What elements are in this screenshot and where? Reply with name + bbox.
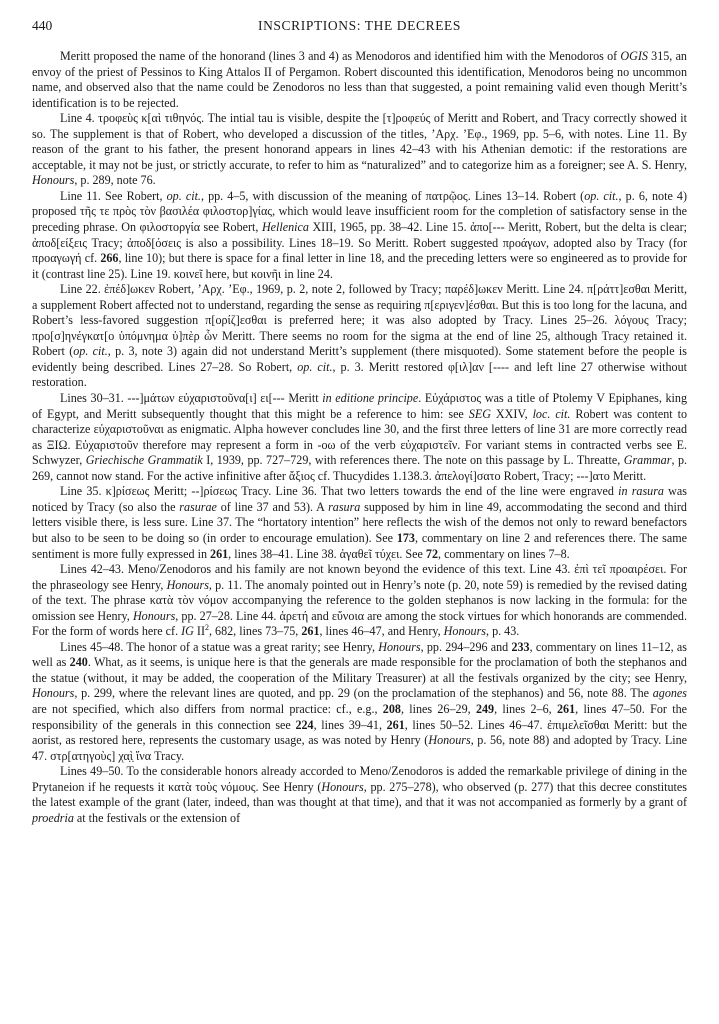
- text-run: of line 37 and 53). A: [216, 499, 329, 514]
- bold-reference: 261: [556, 701, 576, 716]
- text-run: at the festivals or the extension of: [73, 810, 241, 825]
- italic-text: OGIS: [620, 49, 648, 63]
- text-run: , p. 269, cannot now stand. For the active infinitive after ἄξιος cf. Thucydides 1.138.3. ἀπελογί]σατο Robert, Tracy; ---]ατο Meritt.: [32, 453, 688, 483]
- text-run: , pp. 294–296 and: [420, 639, 512, 654]
- text-run: , commentary on lines 11–12, as well as: [32, 639, 687, 670]
- text-run: Robert was content to characterize εὐχαριστοῦναι as enigmatic. Alpha however concludes line 30, and the first three letters of line 31 are more correctly read as ΞΙΩ. Εὐχαριστοῦν therefore may represent a form in -οω of the verb εὐχαριστεῖν. For variant stems in contracted verbs see E. Schwyzer,: [32, 406, 687, 468]
- text-run: , lines 39–41,: [313, 717, 387, 732]
- superscript: 2: [204, 623, 209, 633]
- text-run: Line 35. κ]ρίσεως Meritt; --]ρίσεως Tracy. Line 36. That two letters towards the end of the line were engraved: [60, 484, 619, 499]
- text-run: . Εὐχάριστος was a title of Ptolemy V Epiphanes, king of Egypt, and Meritt subsequently thought that this might be a reference to him: see: [32, 391, 687, 421]
- italic-text: Griechische Grammatik: [85, 453, 203, 468]
- italic-text: op. cit.: [297, 359, 333, 374]
- text-run: Lines 45–48. The honor of a statue was a great rarity; see Henry,: [60, 639, 379, 654]
- bold-reference: 261: [210, 546, 229, 561]
- italic-text: proedria: [32, 810, 74, 825]
- text-run: , lines 47–50. For the responsibility of the generals in this connection see: [32, 701, 687, 732]
- text-run: Lines 42–43. Meno/Zenodoros and his family are not known beyond the evidence of this text. Line 43. ἐπὶ τεῖ προαιρέσει. For the phraseology see Henry,: [32, 562, 687, 592]
- paragraph-8: [32, 640, 687, 764]
- italic-text: Honours: [32, 173, 75, 188]
- paragraph-6: [32, 484, 687, 562]
- text-run: , pp. 275–278), who observed (p. 277) that this decree constitutes the latest example of the grant (later, indeed, than was thought at that time), and that it was not accompanied as formerly by a grant of: [32, 779, 687, 810]
- bold-reference: 266: [100, 251, 119, 266]
- text-run: 315, an envoy of the priest of Pessinos to King Attalos II of Pergamon. Robert discounted this identification, Menodoros being no uncommon name, and observed also that the name could be Zenodoros no less than that suggested, a point remaining valid even though Meritt’s identification is to be rejected.: [32, 49, 687, 110]
- italic-text: Honours: [443, 624, 487, 639]
- text-run: Line 22. ἐπέδ]ωκεν Robert, ’Αρχ. ’Εφ., 1969, p. 2, note 2, followed by Tracy; παρέδ]ωκεν Meritt. Line 24. π[ράττ]εσθαι Meritt, a supplement Robert affected not to understand, regarding the sense as requiring π[εριγεν]έσθαι. But this is too long for the lacuna, and Robert’s less-favored suggestion π[ορίζ]εσθαι is preferred here; it was also adopted by Tracy. Lines 25–26. λόγους Tracy; προ[σ]ηνέγκατ[ο ὑπόμνημα ὑ]πὲρ ὧν Meritt. There seems no room for the sigma at the end of line 25, although Tracy retained it. Robert (: [32, 282, 687, 359]
- italic-text: Grammar: [623, 453, 672, 468]
- paragraph-3: [32, 189, 687, 282]
- text-run: , commentary on line 2 and references there. The same sentiment is more fully expressed in: [32, 530, 687, 561]
- bold-reference: 240: [69, 655, 88, 670]
- text-run: , 682, lines 73–75,: [208, 624, 302, 639]
- page-number: 440: [32, 18, 53, 33]
- text-run: , pp. 27–28. Line 44. ἀρετή and εὔνοια are among the stock virtues for which honorands are commended. For the form of words here cf.: [32, 608, 688, 639]
- italic-text: agones: [652, 686, 687, 701]
- text-run: was noticed by Tracy (so also the: [32, 484, 687, 514]
- text-run: , lines 46–47, and Henry,: [319, 624, 444, 639]
- running-head: INSCRIPTIONS: THE DECREES: [257, 18, 462, 33]
- bold-reference: 72: [425, 546, 439, 561]
- italic-text: in editione principe: [322, 391, 419, 406]
- commentary-body: [32, 49, 687, 826]
- italic-text: Hellenica: [261, 220, 309, 235]
- text-run: . What, as it seems, is unique here is that the generals are made responsible for the proclamation of both the stephanos and the statue (without, it may be added, the cooperation of the Military Treasurer) at all the festivals organized by the city; see Henry,: [32, 655, 687, 685]
- text-run: , p. 3. Meritt restored φ[ιλ]αν [---- and left line 27 otherwise without restoration.: [32, 359, 687, 390]
- paragraph-9: [32, 764, 687, 826]
- bold-reference: 173: [396, 530, 415, 545]
- text-run: , line 10); but there is space for a final letter in line 18, and the preceding letters were so engineered as to provide for it (contrast line 25). Line 19. κοινεῖ here, but κοινῆι in line 24.: [32, 251, 687, 281]
- italic-text: op. cit.: [166, 188, 201, 203]
- text-run: , p. 299, where the relevant lines are quoted, and pp. 29 (on the proclamation of the stephanos) and 56, note 88. The: [74, 686, 653, 701]
- text-run: Line 11. See Robert,: [60, 188, 167, 203]
- italic-text: op. cit.: [584, 188, 619, 203]
- text-run: , lines 2–6,: [494, 701, 557, 716]
- text-run: Lines 49–50. To the considerable honors already accorded to Meno/Zenodoros is added the remarkable privilege of dining in the Prytaneion if he requests it κατὰ τοὺς νόμους. See Henry (: [32, 764, 687, 794]
- text-run: , commentary on lines 7–8.: [438, 546, 570, 561]
- italic-text: rasura: [328, 499, 361, 514]
- text-run: , lines 50–52. Lines 46–47. ἐπιμελεῖσθαι Meritt: but the aorist, as restored here, represents the customary usage, as was noted by Henry (: [32, 717, 687, 748]
- text-run: are not specified, which also differs from normal practice: cf., e.g.,: [32, 701, 383, 716]
- text-run: XIII, 1965, pp. 38–42. Line 15. ἀπο[--- Meritt, Robert, but the delta is clear; ἀποδ[είξεις Tracy; ἀποδ[όσεις is also a possibility. Lines 18–19. So Meritt. Robert suggested προάγων, adopted also by Tracy (for προαγωγή cf.: [32, 220, 687, 266]
- text-run: Lines 30–31. ---]μάτων εὐχαριστοῦνα[ι] ει[--- Meritt: [60, 391, 323, 406]
- page-header: [32, 16, 687, 38]
- text-run: , lines 26–29,: [400, 701, 476, 716]
- bold-reference: 224: [295, 717, 314, 732]
- italic-text: op. cit.: [73, 344, 108, 359]
- italic-text: loc. cit.: [532, 406, 571, 421]
- text-run: XXIV,: [490, 406, 533, 421]
- text-run: , pp. 4–5, with discussion of the meaning of πατρῷος. Lines 13–14. Robert (: [200, 188, 585, 203]
- italic-text: Honours: [166, 577, 209, 592]
- text-run: , p. 289, note 76.: [74, 173, 156, 188]
- text-run: , p. 3, note 3) again did not understand Meritt’s supplement (there misquoted). Some statement before the people is evidently being described. Lines 27–28. So Robert,: [32, 344, 687, 374]
- text-run: , p. 43.: [486, 624, 520, 639]
- text-run: , p. 6, note 4) proposed τῆς τε πρὸς τὸν βασιλέα φιλοστορ]γίας, which would leave insufficient room for the completion of satisfactory sense in the preceding phrase. On φιλοστοργία see Robert,: [32, 188, 687, 235]
- paragraph-4: [32, 282, 687, 391]
- text-run: supposed by him in line 49, accommodating the second and third letters visible there, is less sure. Line 37. The “hortatory intention” here reflects the wish of the demos not only to reward benefactors but also to be seen to be doing so (in order to encourage emulation). See: [32, 499, 687, 545]
- italic-text: Honours: [428, 733, 471, 748]
- text-run: , p. 56, note 88) and adopted by Tracy. Line 47. στρ[ατηγοὺς] χα̣ὶ̣ ἵνα Tracy.: [32, 733, 688, 763]
- italic-text: Honours: [321, 779, 364, 794]
- paragraph-1: [32, 49, 687, 111]
- paragraph-5: [32, 391, 687, 484]
- text-run: , lines 38–41. Line 38. ἀγαθεῖ τύχει. See: [228, 546, 426, 561]
- italic-text: rasurae: [179, 499, 217, 514]
- bold-reference: 261: [386, 717, 405, 732]
- italic-text: Honours: [132, 608, 176, 623]
- text-run: I, 1939, pp. 727–729, with references there. The note on this passage by L. Threatte,: [202, 453, 624, 468]
- bold-reference: 249: [475, 701, 495, 716]
- paragraph-2: [32, 111, 687, 189]
- bold-reference: 233: [511, 639, 530, 654]
- paragraph-7: [32, 562, 687, 640]
- text-run: II: [193, 624, 205, 639]
- italic-text: Honours: [378, 639, 421, 654]
- text-run: , p. 11. The anomaly pointed out in Henry’s note (p. 20, note 59) is remedied by the revised dating of the text. The phrase κατὰ τὸν νόμον accompanying the reference to the golden stephanos is now lacking in the formula: for the omission see Henry,: [32, 577, 687, 623]
- text-run: Meritt proposed the name of the honorand (lines 3 and 4) as Menodoros and identified him with the Menodoros of: [60, 49, 621, 63]
- bold-reference: 261: [301, 624, 320, 639]
- bold-reference: 208: [382, 701, 401, 716]
- italic-text: SEG: [468, 406, 491, 421]
- italic-text: in rasura: [618, 484, 664, 499]
- italic-text: Honours: [32, 686, 75, 701]
- italic-text: IG: [181, 624, 194, 639]
- text-run: Line 4. τροφεὺς κ[αὶ τιθηνός. The intial tau is visible, despite the [τ]ροφεύς of Meritt and Robert, and Tracy correctly showed it so. The supplement is that of Robert, who developed a discussion of the titles, ’Αρχ. ’Εφ., 1969, pp. 5–6, with notes. Line 11. By reason of the grant to his father, the present honorand appears in lines 42–43 with his Athenian demotic: if the restorations are acceptable, it may not be just, or strictly accurate, to refer to him as “naturalized” and to categorize him as a foreigner; see A. S. Henry,: [32, 111, 687, 172]
